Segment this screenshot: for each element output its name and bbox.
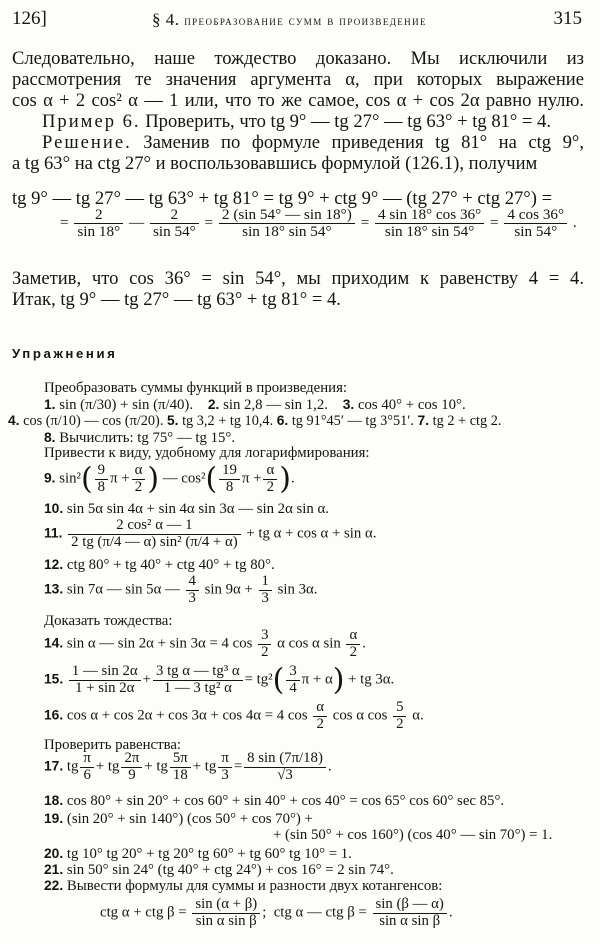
exercise-row-2 — [8, 412, 501, 430]
solution-line — [12, 132, 584, 153]
expr: π + — [241, 470, 262, 487]
example-6 — [12, 111, 584, 132]
numerator: 19 — [222, 462, 237, 478]
denominator: 1 — 3 tg² α — [153, 680, 243, 697]
expr: = tg² — [244, 671, 273, 688]
denominator: sin 18° sin 54° — [375, 223, 484, 240]
exercise-9 — [44, 463, 295, 495]
numerator: 5 — [396, 699, 404, 715]
header-section-mark: § 4. — [152, 10, 180, 29]
running-header — [12, 8, 582, 34]
fraction — [68, 518, 241, 550]
denominator: 1 + sin 2α — [69, 680, 141, 697]
exercise-text: ctg 80° + tg 40° + ctg 40° + tg 80°. — [66, 557, 275, 573]
exercise-number: 6. — [276, 413, 289, 428]
denominator: 2 — [393, 716, 406, 733]
numerator: sin (α + β) — [195, 896, 258, 912]
exercise-text: tg 2 + ctg 2. — [432, 413, 502, 429]
text-line: cos α + 2 cos² α — 1 или, что то же самое, cos α + cos 2α равно нулю. — [12, 90, 584, 111]
denominator: √3 — [244, 767, 326, 784]
denominator: 3 — [259, 590, 272, 607]
text-line: Итак, tg 9° — tg 27° — tg 63° + tg 81° = 4. — [12, 289, 341, 310]
exercise-number: 9. — [44, 470, 56, 486]
expr: cos α cos — [332, 707, 388, 724]
cotangent-formulas — [100, 897, 453, 929]
solution-label: Решение. — [42, 132, 132, 153]
exercise-22 — [44, 877, 442, 895]
denominator: 8 — [219, 479, 240, 496]
fraction — [259, 574, 272, 606]
fraction — [74, 207, 123, 240]
derivation-line-1: tg 9° — tg 27° — tg 63° + tg 81° = tg 9° + ctg 9° — (tg 27° + ctg 27°) = — [12, 188, 553, 209]
exercise-number: 7. — [417, 413, 430, 428]
fraction — [219, 207, 355, 240]
fraction — [69, 664, 141, 696]
exercise-text: sin 2,8 — sin 1,2. — [223, 397, 328, 413]
denominator: 9 — [121, 767, 142, 784]
exercise-number: 2. — [207, 397, 220, 412]
exercise-number: 20. — [44, 846, 64, 861]
fraction — [244, 751, 326, 783]
semicolon: ; — [262, 904, 267, 921]
paren: ) — [147, 461, 160, 497]
exercise-16 — [44, 700, 424, 732]
exercise-number: 4. — [8, 413, 20, 428]
exercise-intro: Доказать тождества: — [44, 613, 173, 629]
fraction — [170, 751, 191, 783]
numerator: α — [349, 627, 358, 643]
denominator: sin 18° — [74, 223, 123, 240]
fraction — [132, 463, 146, 495]
numerator: 2 — [170, 206, 179, 223]
fraction — [263, 463, 277, 495]
exercise-number: 19. — [44, 811, 64, 826]
expr: ctg α + ctg β = — [100, 904, 187, 921]
exercise-15 — [44, 664, 394, 696]
expr: + tg — [95, 758, 120, 775]
fraction — [346, 628, 360, 660]
numerator: π — [83, 750, 91, 766]
exercise-number: 14. — [44, 635, 64, 651]
derivation-line-2 — [60, 207, 577, 240]
denominator: 4 — [286, 680, 299, 697]
exercise-14 — [44, 628, 366, 660]
equals-sign: = — [490, 213, 499, 231]
numerator: 3 — [261, 627, 269, 643]
numerator: π — [221, 750, 229, 766]
numerator: 4 sin 18° cos 36° — [377, 206, 482, 223]
exercise-text: Вычислить: tg 75° — tg 15°. — [59, 430, 236, 446]
exercise-number: 1. — [44, 397, 56, 412]
expr: sin² — [59, 470, 81, 487]
expr: α. — [412, 707, 424, 724]
fraction — [373, 897, 447, 929]
denominator: 2 tg (π/4 — α) sin² (π/4 + α) — [68, 534, 241, 551]
fraction — [121, 751, 142, 783]
paren: ( — [205, 461, 218, 497]
exercise-19 — [44, 810, 313, 828]
exercise-number: 16. — [44, 707, 64, 723]
period: . — [290, 470, 295, 487]
exercises-heading: Упражнения — [12, 346, 118, 361]
exercise-number: 5. — [166, 413, 179, 428]
exercise-text: sin 5α sin 4α + sin 4α sin 3α — sin 2α sin α. — [66, 501, 329, 517]
denominator: sin 18° sin 54° — [219, 223, 355, 240]
expr: sin 3α. — [277, 581, 318, 598]
exercise-number: 8. — [44, 430, 56, 445]
fraction — [153, 664, 243, 696]
exercise-text: tg 91°45′ — tg 3°51′. — [291, 413, 414, 429]
fraction — [80, 751, 93, 783]
exercise-text: sin (π/30) + sin (π/40). — [59, 397, 194, 413]
expr: sin 9α + — [204, 581, 253, 598]
numerator: 5π — [172, 750, 188, 766]
expr: π + α — [301, 671, 333, 688]
exercise-12 — [44, 556, 275, 574]
equals-sign: = — [233, 758, 243, 775]
fraction — [375, 207, 484, 240]
numerator: 1 — sin 2α — [71, 663, 138, 679]
fraction — [393, 700, 406, 732]
paren: ) — [332, 662, 345, 698]
header-title — [152, 10, 427, 30]
numerator: 2 (sin 54° — sin 18°) — [221, 206, 352, 223]
expr: + tg — [144, 758, 168, 775]
fraction — [219, 463, 240, 495]
expr: α cos α sin — [277, 635, 341, 652]
period: . — [362, 635, 366, 652]
equals-sign: = — [360, 213, 370, 231]
solution-line: а tg 63° на ctg 27° и воспользовавшись формулой (126.1), получим — [12, 153, 538, 174]
exercise-number: 22. — [44, 878, 64, 893]
exercise-number: 11. — [44, 525, 63, 541]
numerator: 2π — [124, 750, 140, 766]
denominator: sin 54° — [504, 223, 567, 240]
denominator: 2 — [313, 716, 327, 733]
header-title-text: преобразование сумм в произведение — [184, 13, 427, 28]
exercise-text: cos 80° + sin 20° + cos 60° + sin 40° + cos 40° = cos 65° cos 60° sec 85°. — [66, 793, 505, 809]
expr: + tg 3α. — [348, 671, 395, 688]
period: . — [448, 904, 453, 921]
exercise-number: 10. — [44, 501, 64, 516]
numerator: α — [316, 699, 325, 715]
numerator: sin (β — α) — [375, 896, 444, 912]
paren: ( — [272, 662, 285, 698]
text-line: Следовательно, наше тождество доказано. Мы исключили из — [12, 48, 584, 69]
denominator: 2 — [263, 479, 277, 496]
exercise-13 — [44, 574, 317, 606]
denominator: sin α sin β — [192, 913, 260, 930]
exercise-17 — [44, 751, 332, 783]
header-section-number: 126] — [12, 8, 47, 29]
denominator: 18 — [170, 767, 191, 784]
exercise-intro: Проверить равенства: — [44, 737, 182, 753]
denominator: 2 — [132, 479, 146, 496]
denominator: sin α sin β — [373, 913, 447, 930]
text-line: рассмотрения те значения аргумента α, при которых выражение — [12, 69, 584, 90]
numerator: α — [134, 462, 143, 478]
numerator: 2 — [94, 206, 103, 223]
fraction — [150, 207, 199, 240]
period: . — [327, 758, 332, 775]
exercise-number: 17. — [44, 758, 64, 774]
exercise-intro: Привести к виду, удобному для логарифмирования: — [44, 445, 370, 461]
numerator: 2 cos² α — 1 — [116, 517, 193, 533]
denominator: sin 54° — [150, 223, 199, 240]
solution-text: Заменив по формуле приведения tg 81° на ctg 9°, — [143, 132, 584, 153]
exercise-text: tg 3,2 + tg 10,4. — [182, 413, 274, 429]
text-line: Заметив, что cos 36° = sin 54°, мы приходим к равенству 4 = 4. — [12, 268, 584, 289]
fraction — [258, 628, 271, 660]
fraction — [192, 897, 260, 929]
exercise-10 — [44, 500, 329, 518]
exercise-number: 21. — [44, 862, 64, 877]
denominator: 8 — [95, 479, 108, 496]
exercise-text: sin 50° sin 24° (tg 40° + ctg 24°) + cos 16° = 2 sin 74°. — [66, 862, 394, 878]
expr: + tg — [192, 758, 217, 775]
example-text: Проверить, что tg 9° — tg 27° — tg 63° + tg 81° = 4. — [145, 111, 552, 132]
paragraph-conclusion — [12, 48, 584, 174]
numerator: 4 — [188, 573, 196, 589]
denominator: 6 — [80, 767, 93, 784]
exercise-text: tg 10° tg 20° + tg 20° tg 60° + tg 60° tg 10° = 1. — [66, 846, 352, 862]
exercise-19-cont: + (sin 50° + cos 160°) (cos 40° — sin 70°) = 1. — [273, 827, 553, 843]
numerator: 4 cos 36° — [507, 206, 565, 223]
expr: ctg α — ctg β = — [273, 904, 367, 921]
period: . — [572, 213, 577, 231]
expr: — cos² — [162, 470, 206, 487]
exercise-text: (sin 20° + sin 140°) (cos 50° + cos 70°) + — [66, 811, 313, 827]
denominator: 3 — [186, 590, 199, 607]
numerator: 3 tg α — tg³ α — [155, 663, 240, 679]
denominator: 2 — [258, 644, 271, 661]
numerator: 8 sin (7π/18) — [247, 750, 323, 766]
expr: sin 7α — sin 5α — — [66, 581, 180, 598]
exercise-number: 3. — [342, 397, 355, 412]
exercise-number: 15. — [44, 671, 64, 687]
fraction — [504, 207, 567, 240]
expr: π + — [110, 470, 130, 487]
fraction — [313, 700, 327, 732]
minus-sign: — — [128, 213, 145, 231]
fraction — [286, 664, 299, 696]
example-label: Пример 6. — [42, 111, 141, 132]
exercise-11 — [44, 518, 376, 550]
page-number: 315 — [553, 8, 582, 29]
plus-sign: + — [142, 671, 151, 688]
equals-sign: = — [60, 213, 69, 231]
fraction — [95, 463, 108, 495]
exercise-number: 18. — [44, 793, 64, 808]
denominator: 2 — [346, 644, 360, 661]
numerator: 3 — [289, 663, 297, 679]
expr: cos α + cos 2α + cos 3α + cos 4α = 4 cos — [66, 707, 308, 724]
paragraph-final — [12, 268, 584, 310]
exercise-intro: Преобразовать суммы функций в произведения: — [44, 380, 348, 396]
fraction — [218, 751, 231, 783]
equals-sign: = — [204, 213, 214, 231]
numerator: 1 — [261, 573, 269, 589]
paren: ) — [279, 461, 291, 497]
expr: tg — [66, 758, 79, 775]
exercise-text: cos (π/10) — cos (π/20). — [23, 413, 164, 429]
numerator: α — [266, 462, 275, 478]
denominator: 3 — [218, 767, 231, 784]
expr: + tg α + cos α + sin α. — [246, 525, 377, 542]
exercise-number: 13. — [44, 581, 64, 597]
numerator: 9 — [97, 462, 106, 478]
exercise-text: Вывести формулы для суммы и разности двух котангенсов: — [66, 878, 443, 894]
expr: sin α — sin 2α + sin 3α = 4 cos — [66, 635, 253, 652]
exercise-number: 12. — [44, 557, 64, 572]
paren: ( — [80, 461, 93, 497]
exercise-text: cos 40° + cos 10°. — [357, 397, 466, 413]
fraction — [186, 574, 199, 606]
exercise-18 — [44, 792, 504, 810]
